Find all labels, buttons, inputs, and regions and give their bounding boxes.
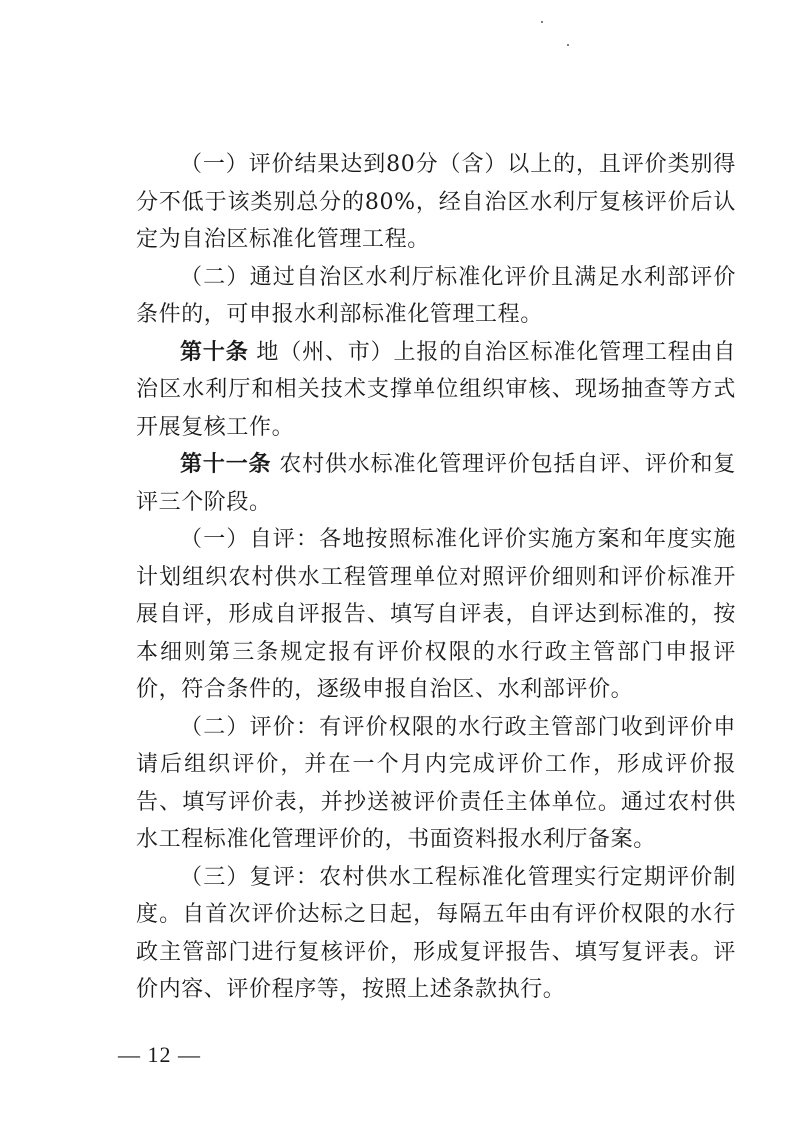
paragraph-text: 农村供水标准化管理评价包括自评、评价和复评三个阶段。: [136, 452, 736, 515]
paragraph-reassessment: [136, 859, 736, 1009]
page-number: — 12 —: [118, 1042, 201, 1067]
paragraph-2: [136, 259, 736, 334]
scan-speck: [541, 21, 543, 23]
paragraph-1: [136, 146, 736, 259]
paragraph-text: （二）评价：有评价权限的水行政主管部门收到评价申请后组织评价，并在一个月内完成评价工作，形成评价报告、填写评价表，并抄送被评价责任主体单位。通过农村供水工程标准化管理评价的，书面资料报水利厅备案。: [136, 714, 736, 852]
paragraph-text: 地（州、市）上报的自治区标准化管理工程由自治区水利厅和相关技术支撑单位组织审核、现场抽查等方式开展复核工作。: [136, 339, 736, 440]
article-heading: 第十一条: [180, 451, 272, 477]
paragraph-text: （三）复评：农村供水工程标准化管理实行定期评价制度。自首次评价达标之日起，每隔五年由有评价权限的水行政主管部门进行复核评价，形成复评报告、填写复评表。评价内容、评价程序等，按照上述条款执行。: [136, 864, 736, 1002]
paragraph-self-assessment: [136, 521, 736, 709]
paragraph-text: （一）自评：各地按照标准化评价实施方案和年度实施计划组织农村供水工程管理单位对照评价细则和评价标准开展自评，形成自评报告、填写自评表，自评达到标准的，按本细则第三条规定报有评价权限的水行政主管部门申报评价，符合条件的，逐级申报自治区、水利部评价。: [136, 527, 736, 702]
article-heading: 第十条: [180, 338, 249, 365]
paragraph-assessment: [136, 709, 736, 859]
article-11: [136, 446, 736, 521]
body-text: [136, 146, 736, 1009]
scan-speck: [567, 44, 569, 46]
paragraph-text: （二）通过自治区水利厅标准化评价且满足水利部评价条件的，可申报水利部标准化管理工程。: [136, 264, 736, 327]
article-10: [136, 334, 736, 447]
paragraph-text: （一）评价结果达到80分（含）以上的，且评价类别得分不低于该类别总分的80%，经自治区水利厅复核评价后认定为自治区标准化管理工程。: [136, 152, 736, 252]
